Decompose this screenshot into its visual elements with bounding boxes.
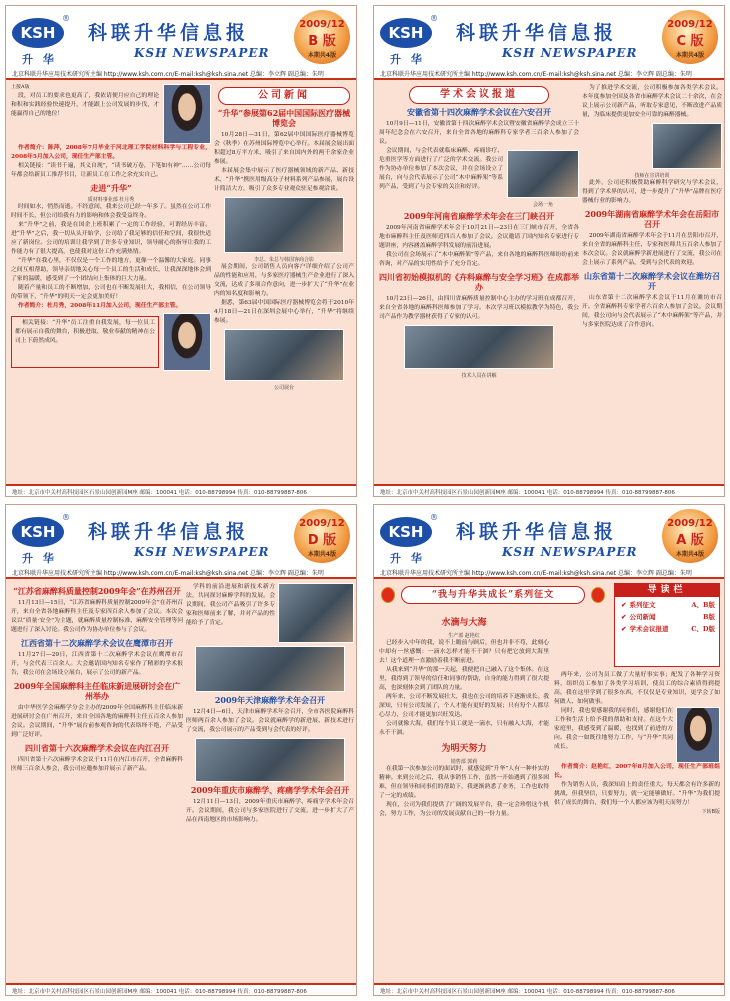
registered-mark: ® (430, 513, 438, 522)
paragraph: 据悉，第63届中国国际医疗器械博览会将于2010年4月18日—21日在深圳会展中心举行，“升华”将继续参展。 (214, 299, 354, 324)
paragraph: 四川省第十六次麻醉学术会议于11月在内江市召开，全省麻醉科医师三百余人参会，我公司应邀参加并展示了新产品。 (11, 756, 183, 772)
ksh-logo: KSH (380, 18, 432, 48)
masthead (374, 505, 725, 567)
newspaper-english: KSH NEWSPAPER (502, 545, 638, 559)
conference-photo (278, 583, 354, 643)
article-title: 为明天努力 (441, 744, 487, 755)
report-headline: 2009年河南省麻醉学术年会在三门峡召开 (403, 210, 555, 221)
seal-edition: A 版 (676, 533, 704, 548)
paragraph: 随着产量和员工的不断增加，公司也在不断发展壮大，我相信，在公司领导的带领下，“升华”的明天一定会更加美好！ (11, 284, 211, 300)
photo-caption: 技术人员在讲解 (461, 372, 497, 379)
registered-mark: ® (430, 14, 438, 23)
header-line: 北京科联升华应用技术研究所主编 http://www.ksh.com.cn/E-mail:ksh@ksh.sina.net 总编：李立辉 副总编：朱明 (374, 68, 725, 80)
footer-line: 地址：北京市中关村高科技园区石景山园创新园M座 邮编：100041 电话：010-88798994 传真：010-88799887-806 (374, 484, 725, 496)
paragraph: 在我第一次参加公司的面试时，就感觉到“升华”人有一种朴实的精神。来到公司之后，我从事销售工作，虽然一开始遇到了很多困难，但在领导和同事们的帮助下，我逐渐熟悉了业务，工作也取得了一定的成绩。 (379, 766, 549, 800)
paragraph: 我公司在会场展示了“木中麻醉架”等产品，来自各地的麻醉科医师纷纷前来咨询，对产品的实用性给予了充分肯定。 (379, 251, 579, 267)
lantern-icon (381, 587, 395, 603)
header-line: 北京科联升华应用技术研究所主编 http://www.ksh.com.cn/E-mail:ksh@ksh.sina.net 总编：李立辉 副总编：朱明 (6, 567, 357, 579)
paragraph: 两年来，公司为员工做了大量好事实事；配发了各种学习资料，组织员工参加了各类学习培训，使员工的综合素质得到提高。我在这里学到了很多东西，不仅仅是专业知识，更学会了如何做人、如何做事。 (554, 672, 720, 705)
footer-line: 地址：北京市中关村高科技园区石景山园创新园M座 邮编：100041 电话：010-88798994 传真：010-88799887-806 (374, 983, 725, 995)
author-intro: 作者简介：杜月秀，2008年11月加入公司，现任生产部主管。 (17, 302, 182, 309)
paragraph: 10月28日—31日，第62届中国国际医疗器械博览会（秋季）在苏州国际博览中心举行。本届展会展出面积超过8万平方米，吸引了来自国内外的两千余家企业参展。 (214, 132, 354, 165)
seal-year: 2009/12 (667, 19, 713, 30)
related-link: 相关链接：“升华”员工注重自我发展，每一位员工都有展示自我的舞台，积极进取、敬业奉献的精神在公司上下蔚然成风。 (15, 319, 155, 344)
paragraph: 展会期间，公司销售人员向客户详细介绍了公司产品的性能和应用，与多家医疗器械生产企业进行了深入交流，达成了多项合作意向，进一步扩大了“升华”在业内的知名度和影响力。 (214, 263, 354, 297)
article-title: 走进“升华” (90, 182, 132, 193)
author-intro: 作者简介：赵艳红，2007年8月加入公司，现任生产部班组长。 (554, 763, 720, 779)
shenghua-label: 升 华 (390, 53, 425, 66)
column-left (11, 84, 211, 480)
report-headline: 江西省第十二次麻醉学术会议在鹰潭市召开 (21, 637, 173, 648)
column-right (186, 583, 354, 979)
shenghua-label: 升 华 (390, 552, 425, 565)
toc-item[interactable]: ✔ 学术会议报道 C、D版 (621, 625, 715, 633)
section-banner: 学术会议报道 (409, 86, 549, 104)
article-author: 销售部 郭莉 (450, 759, 478, 766)
report-headline: 安徽省第十四次麻醉学术会议在六安召开 (407, 107, 551, 117)
paragraph: 已经步入中年的我，说不上瞻前与顾后，但也并非不苟，此刻心中却有一丝感慨：一滴水怎样才能不干涸？只有把它放到大海里去！这个道理一直激励着我不断前进。 (379, 640, 549, 665)
report-headline: 山东省第十二次麻醉学术会议在潍坊召开 (584, 270, 720, 291)
edition-seal (662, 509, 718, 563)
related-link-box (11, 316, 159, 368)
photo-caption: 公司展台 (273, 384, 294, 391)
training-photo (404, 325, 554, 369)
report-headline: 2009年全国麻醉科主任临床新进展研讨会在广州举办 (13, 680, 181, 701)
column-right (214, 84, 354, 480)
news-photo (224, 329, 344, 381)
author-intro: 作者简介：陈萍，2008年7月毕业于河北理工学院材料科学与工程专业，2008年5月加入公司，现任生产部主管。 (11, 145, 211, 160)
meeting-photo (507, 150, 579, 198)
shenghua-label: 升 华 (22, 53, 57, 66)
seal-edition: C 版 (676, 34, 704, 49)
footer-line: 地址：北京市中关村高科技园区石景山园创新园M座 邮编：100041 电话：010-88798994 传真：010-88799887-806 (6, 983, 357, 995)
article-title: 水滴与大海 (441, 618, 487, 628)
column-right (554, 671, 720, 979)
footer-line: 地址：北京市中关村高科技园区石景山园创新园M座 邮编：100041 电话：010-88798994 传真：010-88799887-806 (6, 484, 357, 496)
news-photo (224, 197, 344, 253)
paragraph: 11月27日—29日，江西省第十二次麻醉学术会议在鹰潭市召开，与会代表三百余人。大会邀请国内知名专家作了精彩的学术报告，我公司在会场设立展台，展示了公司的新产品。 (11, 651, 183, 676)
paragraph: 学科的前沿进展和新技术新方法，共同探讨麻醉学科的发展。会议期间，我公司产品吸引了许多专家和医师前来了解，并对产品的性能给予了肯定。 (186, 584, 275, 626)
paragraph: 本届展会集中展示了医疗器械领域的新产品、新技术，“升华”携医用级高分子材料系列产品参展，展台设计简洁大方，吸引了众多专业观众驻足参观洽谈。 (214, 167, 354, 192)
author-photo (163, 313, 211, 371)
paragraph: 来“升华”之前，我是在国企上班积累了一定的工作经验，可谓经历丰富。进“升华”之后，我一切从头开始学，公司给了我足够的信任和空间，我很快适应了新岗位。公司的培训让我学到了许多专业知识，领导耐心的指导让我的工作能力有了很大提高，也使我对这份工作充满热情。 (11, 221, 211, 255)
paragraph: 作为销售人员，我深知肩上的责任重大。每天都会有许多新的挑战，但我坚信，只要努力，就一定能够做好。“升华”为我们提供了成长的舞台，我们每一个人都应该为明天而努力！ (554, 781, 720, 806)
paragraph: 时间如水，悄然而逝。不经意间，我来公司已经一年多了。虽然在公司工作时间不长，但公司给我有力的影响和体会我受益终身。 (11, 203, 211, 219)
registered-mark: ® (62, 14, 70, 23)
column-left (379, 84, 579, 480)
seal-sub: 本期共4版 (675, 551, 705, 558)
lecture-photo (652, 123, 722, 169)
seal-sub: 本期共4版 (675, 52, 705, 59)
newspaper-english: KSH NEWSPAPER (134, 46, 270, 60)
paragraph: 现在，公司为我们提供了广阔的发展平台，我一定会珍惜这个机会，努力工作，为公司的发展贡献自己的一份力量。 (379, 802, 549, 818)
newspaper-title: 科联升华信息报 (456, 521, 618, 543)
seal-year: 2009/12 (299, 518, 345, 529)
paragraph: 10月9日—11日，安徽省第十四次麻醉学术会议暨安徽省麻醉学会成立三十周年纪念会在六安召开，来自全省各地的麻醉科专家学者三百余人参加了会议。 (379, 121, 579, 145)
news-headline: “升华”参展第62届中国国际医疗器械博览会 (217, 108, 351, 128)
paragraph: 此外，公司还积极赞助麻醉科学研究与学术会议，得到了学术界的认可，进一步提升了“升华”品牌在医疗器械行业的影响力。 (582, 179, 722, 204)
masthead (374, 6, 725, 68)
paragraph: 12月4日—6日，天津市麻醉学术年会召开，全市各医院麻醉科医师两百余人参加了会议。会议就麻醉学的新进展、新技术进行了交流，我公司展示的产品受到与会代表的好评。 (186, 709, 354, 733)
toc-item[interactable]: ✔ 系列征文 A、B版 (621, 601, 715, 609)
paragraph: 从我来到“升华”的那一天起，我便把自己融入了这个集体。在这里，我得到了领导的信任和同事的帮助，自身的能力得到了很大提高，也深刻体会到了团队的力量。 (379, 667, 549, 692)
exhibition-photo (195, 738, 345, 782)
page-b (5, 5, 357, 497)
paragraph: 两年来，公司不断发展壮大，我也在公司的培养下逐渐成长。我深知，只有公司发展了，个人才能有更好的发展；只有每个人都尽心尽力，公司才能更加兴旺发达。 (379, 694, 549, 719)
paragraph: 11月13日—15日，“江苏省麻醉科质量控制2009年会”在苏州召开，来自全省各地麻醉科主任及专家四百余人参加了会议。本次会议以“质量·安全”为主题，就麻醉质量控制标准、麻醉安全管理等问题进行了深入讨论。我公司作为协办单位参与了会议。 (11, 600, 183, 633)
report-headline: 2009年天津麻醉学术年会召开 (214, 695, 326, 705)
author-photo (676, 707, 720, 763)
report-headline: 四川省初始模拟机的《卉科麻醉与安全学习班》在成都举办 (379, 271, 579, 292)
paragraph: 为了推进学术交流，公司积极参加各类学术会议。本年度参加全国及各省市麻醉学术会议二十余次，在会议上展示公司新产品，听取专家意见，不断改进产品质量，为临床提供更加安全可靠的麻醉器械。 (582, 85, 722, 118)
header-line: 北京科联升华应用技术研究所主编 http://www.ksh.com.cn/E-mail:ksh@ksh.sina.net 总编：李立辉 副总编：朱明 (6, 68, 357, 80)
ksh-logo: KSH (380, 517, 432, 547)
newspaper-english: KSH NEWSPAPER (502, 46, 638, 60)
masthead (6, 505, 357, 567)
check-icon: ✔ (621, 601, 627, 609)
paragraph: 会议期间，与会代表就临床麻醉、疼痛诊疗、危重医学等方面进行了广泛的学术交流。我公司作为协办单位参加了本次会议，并在会场设立了展台，向与会代表展示了公司“木中麻醉架”等系列产品，受到了与会专家的关注和好评。 (379, 147, 503, 190)
article-author: 质材料事业部 杜月秀 (87, 196, 135, 203)
seal-year: 2009/12 (299, 19, 345, 30)
series-banner-area (379, 583, 607, 613)
newspaper-english: KSH NEWSPAPER (134, 545, 270, 559)
page-c (373, 5, 725, 497)
check-icon: ✔ (621, 613, 627, 621)
header-line: 北京科联升华应用技术研究所主编 http://www.ksh.com.cn/E-mail:ksh@ksh.sina.net 总编：李立辉 副总编：朱明 (374, 567, 725, 579)
series-banner: “我与升华共成长”系列征文 (401, 586, 585, 604)
newspaper-title: 科联升华信息报 (88, 22, 250, 44)
paragraph: 同时，我也要感谢我的同事们，感谢他们在工作和生活上给予我的帮助和支持。在这个大家庭里，我感受到了温暖，也找到了前进的方向。我会一如既往地努力工作，与“升华”共同成长。 (554, 707, 673, 750)
column-left (379, 615, 549, 979)
group-photo (195, 646, 345, 692)
section-banner: 公司新闻 (218, 87, 350, 105)
column-left (11, 583, 183, 979)
seal-edition: D 版 (307, 533, 337, 548)
check-icon: ✔ (621, 625, 627, 633)
page-a (373, 504, 725, 996)
continued-note: 上接A版 (11, 84, 30, 90)
paragraph: 2009年河南省麻醉学术年会于10月21日—23日在三门峡市召开，全省各地市麻醉科主任及医师近四百人参加了会议。会议邀请了国内知名专家进行专题讲座，内容涵盖麻醉学科发展的前沿进展。 (379, 224, 579, 249)
newspaper-title: 科联升华信息报 (88, 521, 250, 543)
masthead (6, 6, 357, 68)
photo-caption: 李总、朱总与韩国客商合影 (253, 256, 314, 263)
seal-sub: 本期共4版 (307, 52, 337, 59)
edition-seal (294, 509, 350, 563)
author-photo (163, 84, 211, 144)
paragraph: 2009年湖南省麻醉学术年会于11月在岳阳市召开，来自全省的麻醉科主任、专家和医师共五百余人参加了本次会议。会议就麻醉学新进展进行了交流，我公司在会上展示了系列产品，受到与会代表的欢迎。 (582, 232, 722, 266)
report-headline: 四川省第十六次麻醉学术会议在内江召开 (25, 742, 169, 753)
column-right (582, 84, 722, 480)
seal-sub: 本期共4版 (307, 551, 337, 558)
report-headline: “江苏省麻醉科质量控制2009年会”在苏州召开 (13, 586, 181, 596)
related-link: 相关链接：“读书千遍，其义自现”，“读书破万卷，下笔如有神”……公司每年都会给新员工推荐书目，让新员工在工作之余充实自己。 (11, 162, 211, 178)
photo-caption: 技师在宣讲培训 (634, 172, 670, 179)
edition-seal (662, 10, 718, 64)
report-headline: 2009年重庆市麻醉学、疼痛学学术年会召开 (190, 784, 350, 795)
lantern-icon (591, 587, 605, 603)
paragraph: 段，对员工的要求也更高了，我依请便月应自己的理论和积和实践经验快速提升，才能跟上公司发展的步伐，才能赢得自己的地位！ (11, 92, 159, 117)
continued-note: 下转B版 (701, 808, 720, 815)
ksh-logo: KSH (12, 18, 64, 48)
seal-edition: B 版 (308, 34, 336, 49)
registered-mark: ® (62, 513, 70, 522)
paragraph: 公司就像大海，我们每个员工就是一滴水，只有融入大海，才能永不干涸。 (379, 721, 549, 737)
shenghua-label: 升 华 (22, 552, 57, 565)
paragraph: 10月23日—26日，由四川省麻醉质量控制中心主办的学习班在成都召开，来自全省各地的麻醉科医师参加了学习。本次学习班以模拟教学为特色，我公司产品作为教学器材获得了专家的认可。 (379, 295, 579, 320)
report-headline: 2009年湖南省麻醉学术年会在岳阳市召开 (584, 208, 720, 229)
ksh-logo: KSH (12, 517, 64, 547)
page-d (5, 504, 357, 996)
paragraph: “升华”在我心里，不仅仅是一个工作的地方，更像一个温馨的大家庭。同事之间互相帮助，领导亲切地关心每一个员工的生活和成长，让我深深地体会到了家的温暖，感受到了一个团结向上集体的巨大力量。 (11, 257, 211, 282)
seal-year: 2009/12 (667, 518, 713, 529)
edition-seal (294, 10, 350, 64)
photo-caption: 会场一角 (532, 201, 553, 208)
paragraph: 由中华医学会麻醉学分会主办的2009年全国麻醉科主任临床新进展研讨会在广州召开，来自全国各地的麻醉科主任五百余人参加会议。会议期间，“升华”展台前参观咨询的代表络绎不绝，产品受到广泛好评。 (11, 704, 183, 738)
paragraph: 山东省第十二次麻醉学术会议于11月在潍坊市召开。全省麻醉科专家学者六百余人参加了会议。会议期间，我公司向与会代表展示了“木中麻醉架”等产品，并与多家医院达成了合作意向。 (582, 294, 722, 328)
newspaper-title: 科联升华信息报 (456, 22, 618, 44)
table-of-contents (614, 583, 720, 667)
toc-item[interactable]: ✔ 公司新闻 B版 (621, 613, 715, 621)
toc-title: 导读栏 (615, 584, 719, 597)
paragraph: 12月11日—13日，2009年重庆市麻醉学、疼痛学学术年会召开。会议期间，我公司与多家医院进行了交流，进一步扩大了产品在西南地区的市场影响力。 (186, 798, 354, 823)
article-author: 生产部 赵艳红 (448, 633, 480, 640)
